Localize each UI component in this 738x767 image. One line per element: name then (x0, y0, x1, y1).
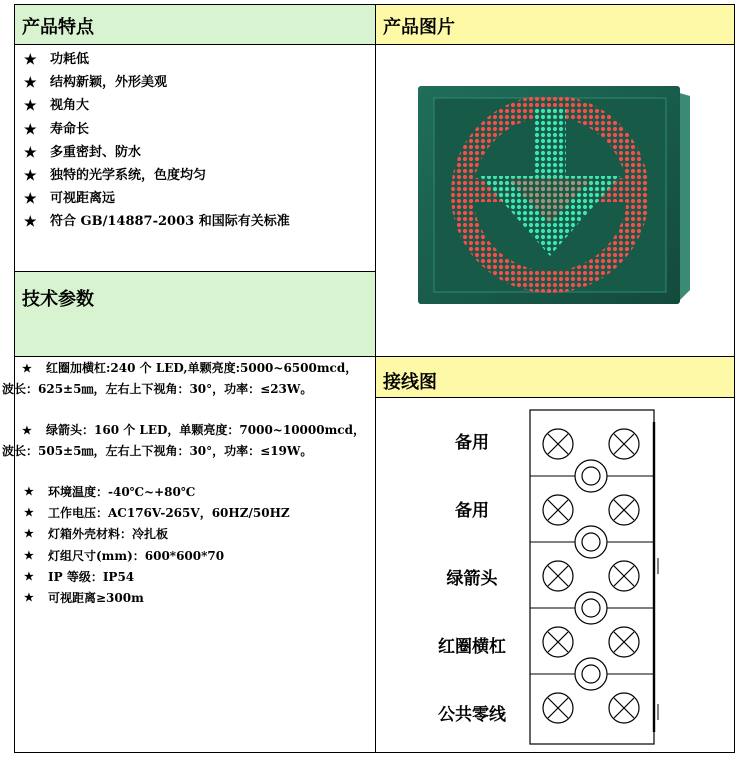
spec-item: ★ 灯箱外壳材料：冷扎板 (22, 524, 290, 545)
star-icon: ★ (24, 144, 37, 161)
wiring-label-common-neutral: 公共零线 (438, 705, 506, 725)
features-title: 产品特点 (22, 17, 94, 38)
spec-item: ★ 环境温度：-40℃~+80℃ (22, 482, 290, 503)
product-image-title: 产品图片 (383, 17, 455, 38)
star-icon: ★ (24, 506, 34, 520)
red-circle-spec: ★ 红圈加横杠:240 个 LED,单颗亮度:5000~6500mcd， 波长：625±5㎚，左右上下视角：30°，功率：≤23W。 (22, 358, 370, 400)
feature-item: ★ 独特的光学系统，色度均匀 (24, 167, 207, 184)
feature-item: ★ 寿命长 (24, 121, 90, 138)
star-icon: ★ (24, 121, 37, 138)
feature-item: ★ 视角大 (24, 98, 90, 115)
star-icon: ★ (24, 214, 37, 231)
star-icon: ★ (24, 548, 34, 562)
table-border-right (734, 4, 735, 753)
green-arrow-shaft (534, 108, 566, 180)
wiring-diagram (526, 408, 660, 748)
terminal-link (575, 460, 607, 492)
table-line (14, 356, 734, 357)
star-icon: ★ (24, 191, 37, 208)
tech-title: 技术参数 (22, 289, 94, 310)
star-icon: ★ (24, 527, 34, 541)
star-icon: ★ (24, 52, 37, 68)
table-line (14, 271, 375, 272)
star-icon: ★ (24, 590, 34, 604)
link-inner-ring (582, 533, 600, 551)
spec-list (22, 482, 290, 609)
wiring-label-red-circle-bar: 红圈横杠 (438, 637, 506, 657)
table-line (14, 44, 734, 45)
features-list (24, 50, 290, 236)
star-icon: ★ (24, 167, 37, 184)
feature-item: ★ 多重密封、防水 (24, 144, 142, 161)
spec-item: ★ 工作电压：AC176V-265V，60HZ/50HZ (22, 503, 290, 524)
terminal-link (575, 526, 607, 558)
table-line (375, 397, 734, 398)
star-icon: ★ (22, 362, 32, 375)
table-border-top (14, 4, 734, 5)
feature-item: ★ 结构新颖，外形美观 (24, 75, 168, 92)
terminal-link (575, 592, 607, 624)
link-inner-ring (582, 665, 600, 683)
wiring-label-spare-1: 备用 (455, 433, 489, 453)
wiring-label-green-arrow: 绿箭头 (446, 569, 498, 589)
tech-header (14, 271, 375, 356)
table-border-bottom (14, 752, 734, 753)
star-icon: ★ (24, 75, 37, 92)
wiring-label-spare-2: 备用 (455, 501, 489, 521)
link-inner-ring (582, 467, 600, 485)
star-icon: ★ (24, 98, 37, 115)
star-icon: ★ (22, 424, 32, 437)
product-photo (408, 78, 698, 318)
terminal-link (575, 658, 607, 690)
spec-item: ★ 可视距离≥300m (22, 588, 290, 609)
feature-item: ★ 功耗低 (24, 52, 90, 68)
star-icon: ★ (24, 485, 34, 498)
feature-item: ★ 符合 GB/14887-2003 和国际有关标准 (24, 214, 290, 231)
spec-item: ★ 灯组尺寸(mm)：600*600*70 (22, 546, 290, 567)
feature-item: ★ 可视距离远 (24, 191, 116, 208)
table-divider (375, 4, 376, 753)
star-icon: ★ (24, 569, 34, 583)
green-arrow-spec: ★ 绿箭头：160 个 LED，单颗亮度：7000~10000mcd， 波长：505±5㎚，左右上下视角：30°，功率：≤19W。 (22, 420, 370, 462)
spec-item: ★ IP 等级：IP54 (22, 567, 290, 588)
wiring-title: 接线图 (383, 372, 437, 393)
link-inner-ring (582, 599, 600, 617)
